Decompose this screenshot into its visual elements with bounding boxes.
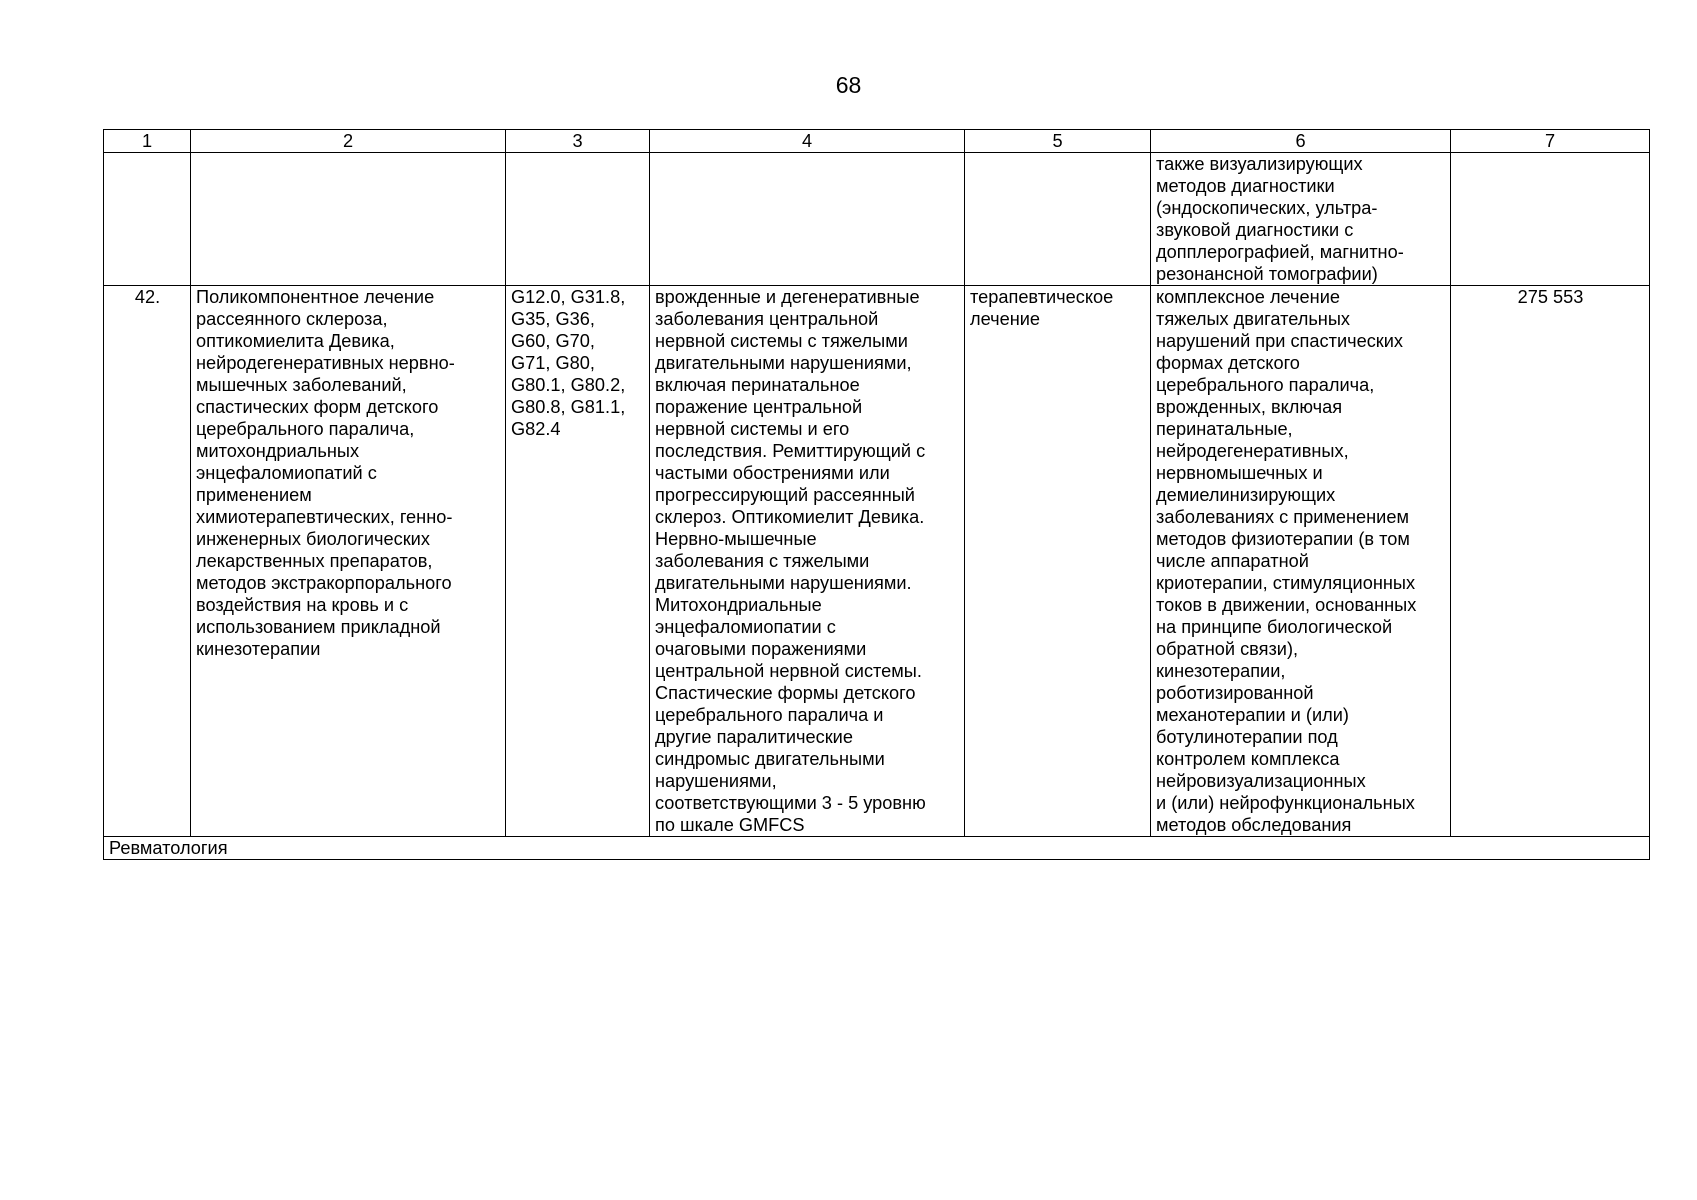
cell-empty: [1451, 153, 1650, 286]
cell-empty: [650, 153, 965, 286]
column-header-7: 7: [1451, 130, 1650, 153]
cell-care-type-name: Поликомпонентное лечение рассеянного склероза, оптикомиелита Девика, нейродегенеративных нервно- мышечных заболеваний, спастических форм детского церебрального паралича, митохондриальных энцефаломиопатий с применением химиотерапевтических, генно- инженерных биологических лекарственных препаратов, методов экстракорпорального воздействия на кровь и с использованием прикладной кинезотерапии: [191, 286, 506, 837]
section-title: Ревматология: [104, 837, 1650, 860]
cell-empty: [506, 153, 650, 286]
page-number: 68: [835, 72, 862, 98]
cell-method-continuation: также визуализирующих методов диагностики (эндоскопических, ультра- звуковой диагностики с допплерографией, магнитно- резонансной томографии): [1151, 153, 1451, 286]
column-header-2: 2: [191, 130, 506, 153]
column-header-6: 6: [1151, 130, 1451, 153]
table-row-continuation: [104, 153, 1650, 286]
cell-patient-model: врожденные и дегенеративные заболевания центральной нервной системы с тяжелыми двигательными нарушениями, включая перинатальное поражение центральной нервной системы и его последствия. Ремиттирующий с частыми обострениями или прогрессирующий рассеянный склероз. Оптикомиелит Девика. Нервно-мышечные заболевания с тяжелыми двигательными нарушениями. Митохондриальные энцефаломиопатии с очаговыми поражениями центральной нервной системы. Спастические формы детского церебрального паралича и другие паралитические синдромыс двигательными нарушениями, соответствующими 3 - 5 уровню по шкале GMFCS: [650, 286, 965, 837]
cell-row-number: 42.: [104, 286, 191, 837]
table-row-42: [104, 286, 1650, 837]
cell-empty: [104, 153, 191, 286]
cell-treatment-method: комплексное лечение тяжелых двигательных нарушений при спастических формах детского церебрального паралича, врожденных, включая перинатальные, нейродегенеративных, нервномышечных и демиелинизирующих заболеваниях с применением методов физиотерапии (в том числе аппаратной криотерапии, стимуляционных токов в движении, основанных на принципе биологической обратной связи), кинезотерапии, роботизированной механотерапии и (или) ботулинотерапии под контролем комплекса нейровизуализационных и (или) нейрофункциональных методов обследования: [1151, 286, 1451, 837]
column-header-3: 3: [506, 130, 650, 153]
medical-care-table: [103, 129, 1650, 860]
cell-empty: [191, 153, 506, 286]
cell-empty: [965, 153, 1151, 286]
column-header-4: 4: [650, 130, 965, 153]
column-header-1: 1: [104, 130, 191, 153]
column-header-5: 5: [965, 130, 1151, 153]
cell-icd-codes: G12.0, G31.8, G35, G36, G60, G70, G71, G80, G80.1, G80.2, G80.8, G81.1, G82.4: [506, 286, 650, 837]
cell-cost: 275 553: [1451, 286, 1650, 837]
section-row: [104, 837, 1650, 860]
cell-treatment-type: терапевтическое лечение: [965, 286, 1151, 837]
table-header-row: [104, 130, 1650, 153]
